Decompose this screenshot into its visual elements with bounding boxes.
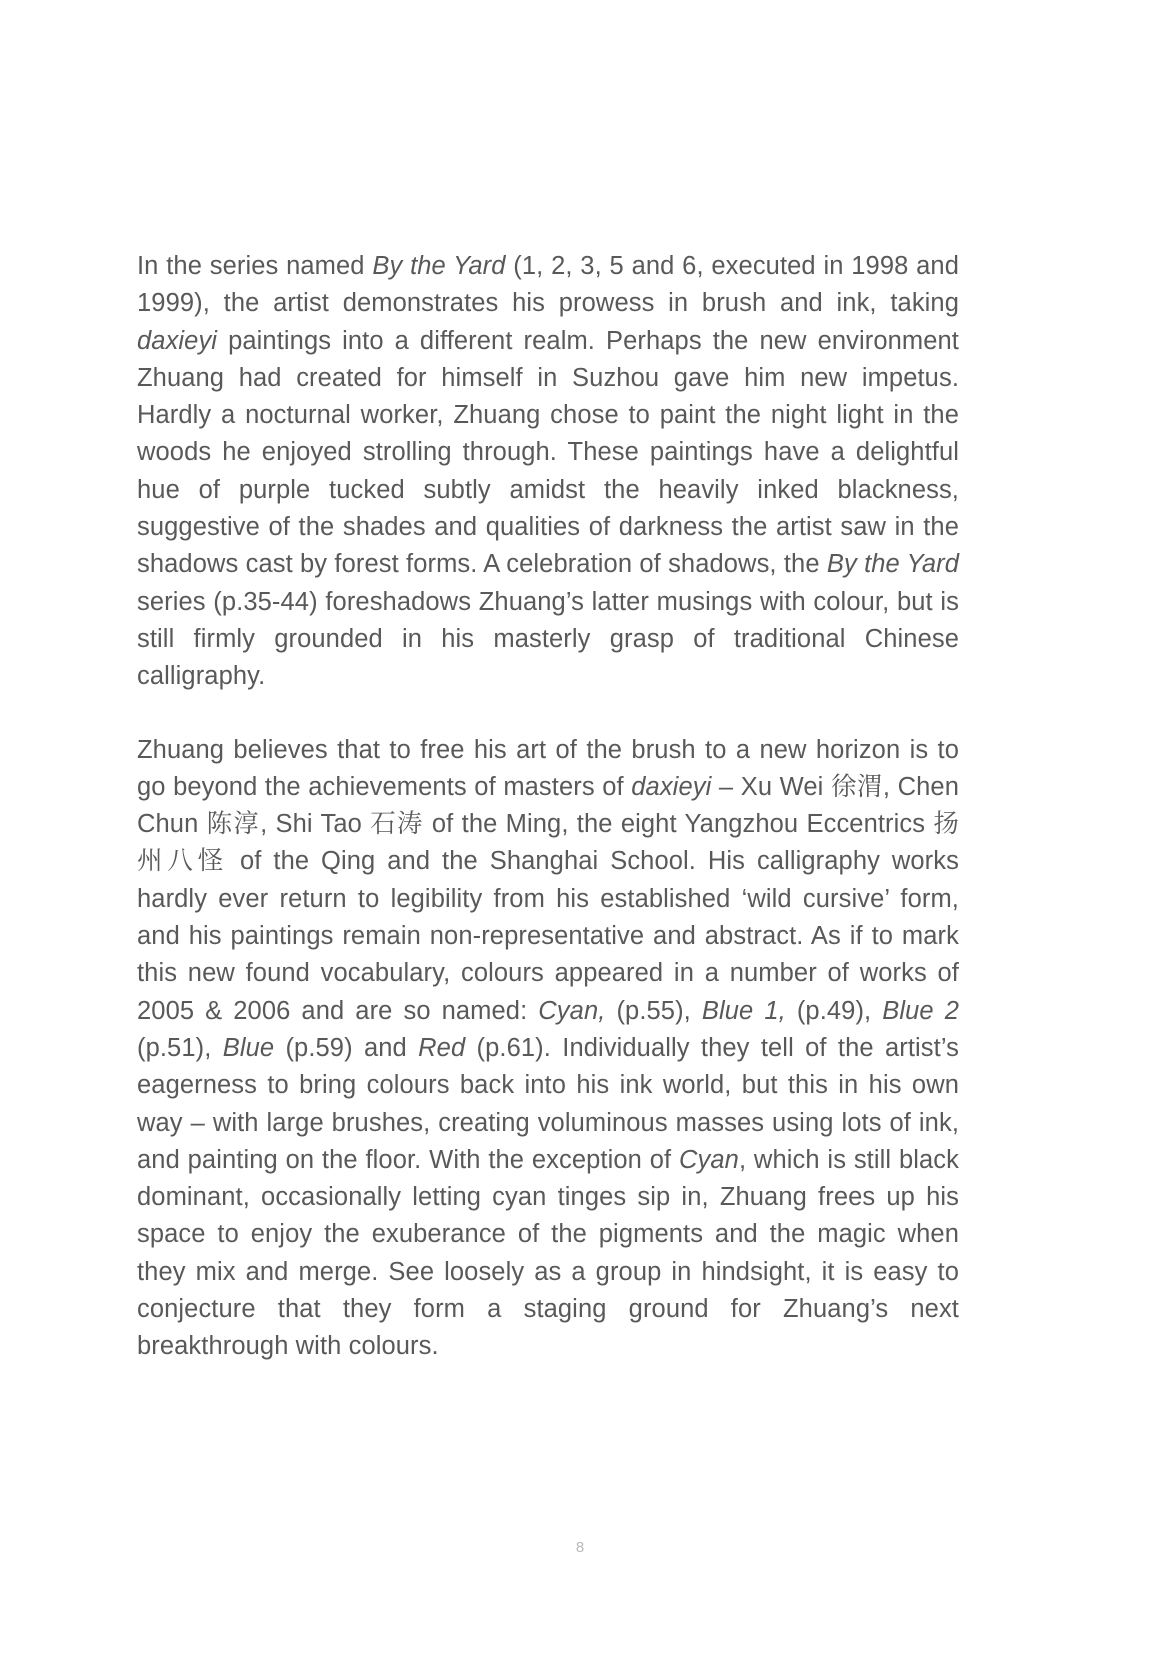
paragraph-daxieyi-masters xyxy=(137,732,959,1366)
italic-run: By the Yard xyxy=(826,550,959,579)
text-run: , Shi Tao xyxy=(260,810,371,839)
text-run: (p.49), xyxy=(785,996,883,1025)
italic-run: daxieyi xyxy=(137,326,218,355)
text-run: In the series named xyxy=(137,252,373,280)
italic-run: Cyan xyxy=(679,1145,739,1174)
italic-run: Blue 1, xyxy=(701,996,786,1025)
body-text-column xyxy=(137,248,959,1366)
italic-run: By the Yard xyxy=(372,252,506,280)
text-run: , Chen Chun xyxy=(137,772,960,839)
text-run: of the Qing and the Shanghai School. His calligraphy works hardly ever return to legibility from his established ‘wild cursive’ form, and his paintings remain non-representative and abstract. As if to mark this new found vocabulary, colours appeared in a number of works of 2005 & 2006 and are so named: xyxy=(137,847,959,1025)
text-run: – Xu Wei xyxy=(711,772,831,801)
page-number: 8 xyxy=(575,1539,585,1556)
italic-run: Blue xyxy=(222,1033,275,1062)
text-run: (p.61). Individually they tell of the artist’s eagerness to bring colours back into his ink world, but this in his own way – with large brushes, creating voluminous masses using lots of ink, and painting on the floor. With the exception of xyxy=(137,1033,959,1174)
italic-run: Red xyxy=(418,1033,466,1062)
text-run: , which is still black dominant, occasionally letting cyan tinges sip in, Zhuang frees up his space to enjoy the exuberance of the pigments and the magic when they mix and merge. See loosely as a group in hindsight, it is easy to conjecture that they form a staging ground for Zhuang’s next breakthrough with colours. xyxy=(137,1145,959,1361)
text-run: (1, 2, 3, 5 and 6, executed in 1998 and 1999), the artist demonstrates his prowess in brush and ink, taking xyxy=(137,252,959,318)
italic-run: Blue 2 xyxy=(882,996,960,1025)
chinese-characters: 扬州八怪 xyxy=(137,809,960,877)
text-run: Zhuang believes that to free his art of the brush to a new horizon is to go beyond the achievements of masters of xyxy=(137,735,959,801)
chinese-characters: 徐渭 xyxy=(830,771,883,802)
italic-run: Cyan, xyxy=(538,996,606,1025)
text-run: (p.55), xyxy=(605,996,702,1025)
chinese-characters: 石涛 xyxy=(370,809,424,840)
text-run: series (p.35-44) foreshadows Zhuang’s latter musings with colour, but is still firmly grounded in his masterly grasp of traditional Chinese calligraphy. xyxy=(137,587,959,691)
text-run: paintings into a different realm. Perhaps the new environment Zhuang had created for himself in Suzhou gave him new impetus. Hardly a nocturnal worker, Zhuang chose to paint the night light in the woods he enjoyed strolling through. These paintings have a delightful hue of purple tucked subtly amidst the heavily inked blackness, suggestive of the shades and qualities of darkness the artist saw in the shadows cast by forest forms. A celebration of shadows, the xyxy=(137,326,959,579)
text-run: (p.59) and xyxy=(274,1033,419,1062)
paragraph-by-the-yard xyxy=(137,248,959,696)
text-run: (p.51), xyxy=(137,1033,223,1062)
italic-run: daxieyi xyxy=(631,772,712,801)
text-run: of the Ming, the eight Yangzhou Eccentrics xyxy=(423,810,934,839)
chinese-characters: 陈淳 xyxy=(206,809,261,840)
